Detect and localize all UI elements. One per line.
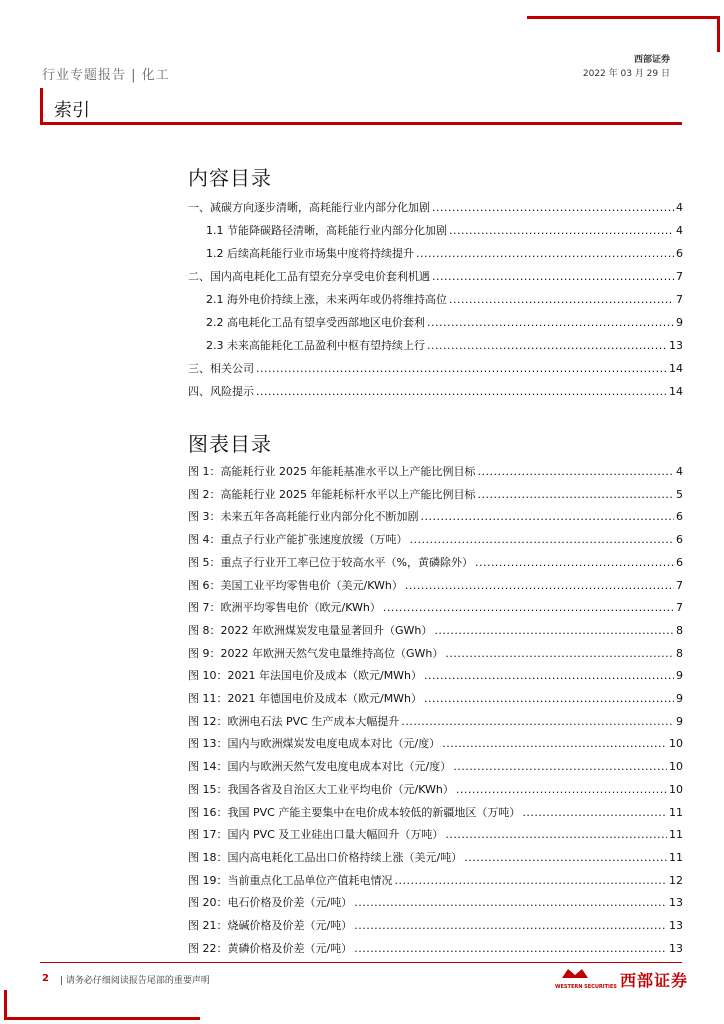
toc-leader-dots	[427, 339, 667, 352]
toc-leader-dots	[416, 247, 674, 260]
toc-entry-page: 14	[669, 385, 683, 398]
toc-entry-page: 13	[669, 919, 683, 932]
toc-entry-page: 6	[676, 556, 683, 569]
toc-leader-dots	[477, 488, 674, 501]
toc-leader-dots	[256, 385, 667, 398]
toc-entry-page: 9	[676, 669, 683, 682]
toc-entry-label: 四、风险提示	[188, 385, 254, 398]
toc-leader-dots	[354, 942, 667, 955]
toc-entry-label: 二、国内高电耗化工品有望充分享受电价套利机遇	[188, 270, 430, 283]
toc-entry[interactable]	[188, 383, 683, 399]
toc-entry-label: 图 1：高能耗行业 2025 年能耗基准水平以上产能比例目标	[188, 465, 476, 478]
toc-leader-dots	[427, 316, 674, 329]
toc-entry-label: 图 7：欧洲平均零售电价（欧元/KWh）	[188, 601, 381, 614]
toc-entry-page: 6	[676, 510, 683, 523]
toc-entry-page: 6	[676, 247, 683, 260]
toc-entry-page: 7	[676, 601, 683, 614]
toc-entry[interactable]	[206, 245, 683, 261]
toc-leader-dots	[354, 896, 667, 909]
page-number: 2	[42, 973, 49, 984]
brand-name: 西部证券	[619, 971, 688, 990]
toc-entry-label: 图 15：我国各省及自治区大工业平均电价（元/KWh）	[188, 783, 454, 796]
toc-entry-label: 图 6：美国工业平均零售电价（美元/KWh）	[188, 579, 403, 592]
toc-entry-page: 8	[676, 624, 683, 637]
toc-entry-label: 图 12：欧洲电石法 PVC 生产成本大幅提升	[188, 715, 400, 728]
toc-entry[interactable]	[188, 463, 683, 479]
toc-entry[interactable]	[188, 486, 683, 502]
toc-entry-page: 9	[676, 692, 683, 705]
toc-entry[interactable]	[188, 667, 683, 683]
toc-leader-dots	[475, 556, 674, 569]
toc-entry-page: 9	[676, 316, 683, 329]
toc-entry-page: 14	[669, 362, 683, 375]
toc-entry[interactable]	[188, 554, 683, 570]
toc-entry-label: 图 21：烧碱价格及价差（元/吨）	[188, 919, 353, 932]
toc-entry[interactable]	[188, 849, 683, 865]
toc-entry-label: 2.1 海外电价持续上涨，未来两年或仍将维持高位	[206, 293, 447, 306]
toc-entry[interactable]	[188, 940, 683, 956]
contents-title: 内容目录	[188, 166, 272, 190]
toc-entry-page: 11	[669, 806, 683, 819]
toc-entry-label: 图 17：国内 PVC 及工业硅出口量大幅回升（万吨）	[188, 828, 444, 841]
toc-entry[interactable]	[188, 577, 683, 593]
toc-entry[interactable]	[188, 804, 683, 820]
footer-notice: | 请务必仔细阅读报告尾部的重要声明	[60, 976, 210, 986]
header-left-vertical-rule	[40, 88, 43, 124]
toc-leader-dots	[395, 874, 668, 887]
toc-leader-dots	[432, 270, 674, 283]
toc-entry[interactable]	[188, 531, 683, 547]
toc-entry[interactable]	[206, 337, 683, 353]
toc-entry-label: 图 10：2021 年法国电价及成本（欧元/MWh）	[188, 669, 423, 682]
toc-entry-label: 2.3 未来高能耗化工品盈利中枢有望持续上行	[206, 339, 425, 352]
toc-entry-page: 5	[676, 488, 683, 501]
toc-entry[interactable]	[188, 645, 683, 661]
toc-entry-label: 图 18：国内高电耗化工品出口价格持续上涨（美元/吨）	[188, 851, 463, 864]
top-right-rule	[527, 16, 720, 19]
toc-entry-page: 10	[669, 760, 683, 773]
toc-entry-label: 图 19：当前重点化工品单位产值耗电情况	[188, 874, 393, 887]
toc-leader-dots	[256, 362, 667, 375]
toc-entry-page: 12	[669, 874, 683, 887]
toc-leader-dots	[421, 510, 675, 523]
index-title: 索引	[54, 100, 90, 121]
toc-entry-label: 1.1 节能降碳路径清晰，高耗能行业内部分化加剧	[206, 224, 447, 237]
toc-leader-dots	[522, 806, 667, 819]
toc-entry[interactable]	[188, 622, 683, 638]
toc-entry-page: 8	[676, 647, 683, 660]
toc-entry[interactable]	[206, 222, 683, 238]
toc-leader-dots	[445, 828, 667, 841]
toc-entry-label: 图 2：高能耗行业 2025 年能耗标杆水平以上产能比例目标	[188, 488, 476, 501]
top-right-vertical-rule	[717, 16, 720, 52]
toc-entry[interactable]	[206, 291, 683, 307]
toc-leader-dots	[401, 715, 674, 728]
toc-entry-label: 图 20：电石价格及价差（元/吨）	[188, 896, 353, 909]
toc-entry-label: 图 3：未来五年各高耗能行业内部分化不断加剧	[188, 510, 419, 523]
toc-entry-label: 图 4：重点子行业产能扩张速度放缓（万吨）	[188, 533, 408, 546]
toc-leader-dots	[445, 647, 674, 660]
bottom-left-vertical-rule	[4, 990, 7, 1020]
toc-entry[interactable]	[188, 268, 683, 284]
toc-entry-page: 13	[669, 942, 683, 955]
toc-leader-dots	[464, 851, 667, 864]
figures-title: 图表目录	[188, 432, 272, 456]
report-category: 行业专题报告 | 化工	[42, 68, 170, 83]
toc-leader-dots	[432, 201, 674, 214]
toc-leader-dots	[456, 783, 667, 796]
toc-entry[interactable]	[206, 314, 683, 330]
toc-entry-label: 图 22：黄磷价格及价差（元/吨）	[188, 942, 353, 955]
toc-entry-page: 13	[669, 896, 683, 909]
toc-entry-label: 三、相关公司	[188, 362, 254, 375]
toc-entry-page: 9	[676, 715, 683, 728]
toc-entry-page: 10	[669, 737, 683, 750]
toc-entry[interactable]	[188, 599, 683, 615]
brand-english: WESTERN SECURITIES	[555, 984, 617, 990]
toc-entry-page: 11	[669, 851, 683, 864]
toc-entry[interactable]	[188, 713, 683, 729]
toc-entry[interactable]	[188, 735, 683, 751]
toc-leader-dots	[354, 919, 667, 932]
footer-divider	[40, 962, 682, 963]
toc-entry[interactable]	[188, 690, 683, 706]
toc-entry-page: 7	[676, 270, 683, 283]
toc-entry[interactable]	[188, 758, 683, 774]
toc-entry-label: 1.2 后续高耗能行业市场集中度将持续提升	[206, 247, 414, 260]
header-underline-rule	[40, 122, 682, 125]
toc-entry[interactable]	[188, 917, 683, 933]
toc-entry-label: 图 8：2022 年欧洲煤炭发电量显著回升（GWh）	[188, 624, 433, 637]
toc-entry-label: 图 9：2022 年欧洲天然气发电量维持高位（GWh）	[188, 647, 444, 660]
toc-entry[interactable]	[188, 826, 683, 842]
toc-leader-dots	[449, 224, 674, 237]
toc-leader-dots	[449, 293, 674, 306]
toc-entry-label: 一、减碳方向逐步清晰，高耗能行业内部分化加剧	[188, 201, 430, 214]
toc-entry-label: 图 11：2021 年德国电价及成本（欧元/MWh）	[188, 692, 423, 705]
toc-leader-dots	[442, 737, 667, 750]
toc-entry[interactable]	[188, 894, 683, 910]
western-logo-icon	[560, 966, 590, 982]
toc-leader-dots	[405, 579, 674, 592]
toc-leader-dots	[424, 669, 674, 682]
toc-leader-dots	[477, 465, 674, 478]
toc-entry-page: 11	[669, 828, 683, 841]
toc-entry-label: 图 13：国内与欧洲煤炭发电度电成本对比（元/度）	[188, 737, 441, 750]
toc-entry-page: 6	[676, 533, 683, 546]
toc-entry-label: 图 16：我国 PVC 产能主要集中在电价成本较低的新疆地区（万吨）	[188, 806, 521, 819]
toc-entry-page: 4	[676, 465, 683, 478]
toc-entry[interactable]	[188, 508, 683, 524]
toc-entry-label: 2.2 高电耗化工品有望享受西部地区电价套利	[206, 316, 425, 329]
toc-entry-page: 10	[669, 783, 683, 796]
toc-entry[interactable]	[188, 360, 683, 376]
bottom-left-rule	[4, 1017, 200, 1020]
report-date: 2022 年 03 月 29 日	[582, 69, 670, 79]
company-name: 西部证券	[633, 55, 670, 65]
toc-entry[interactable]	[188, 781, 683, 797]
toc-entry-page: 13	[669, 339, 683, 352]
toc-entry[interactable]	[188, 199, 683, 215]
toc-leader-dots	[410, 533, 675, 546]
toc-entry-page: 7	[676, 579, 683, 592]
toc-leader-dots	[424, 692, 674, 705]
toc-leader-dots	[434, 624, 674, 637]
toc-entry-label: 图 5：重点子行业开工率已位于较高水平（%，黄磷除外）	[188, 556, 473, 569]
toc-leader-dots	[453, 760, 667, 773]
toc-entry-page: 7	[676, 293, 683, 306]
toc-entry-label: 图 14：国内与欧洲天然气发电度电成本对比（元/度）	[188, 760, 452, 773]
toc-entry-page: 4	[676, 224, 683, 237]
toc-entry-page: 4	[676, 201, 683, 214]
toc-entry[interactable]	[188, 872, 683, 888]
toc-leader-dots	[383, 601, 674, 614]
